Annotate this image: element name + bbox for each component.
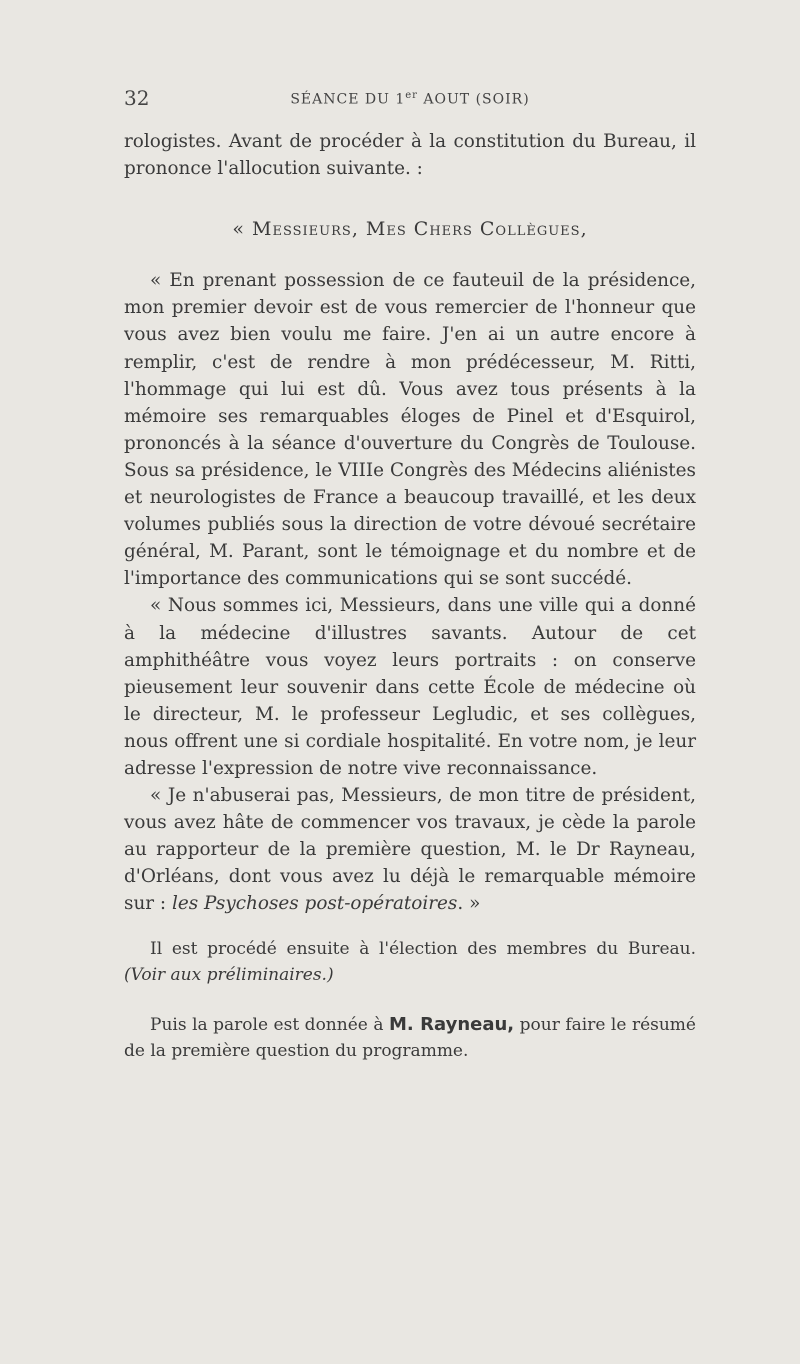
running-title-pre: SÉANCE DU 1: [290, 91, 406, 108]
speech-paragraph-3-end: . »: [457, 893, 481, 915]
speech-paragraph-3: [124, 782, 696, 917]
preliminaries-note: (Voir aux préliminaires.): [124, 964, 334, 985]
speaker-name: M. Rayneau,: [389, 1013, 515, 1035]
body-text: [124, 128, 696, 1064]
page-number: 32: [124, 86, 150, 110]
rayneau-paragraph-pre: Puis la parole est donnée à: [150, 1014, 389, 1035]
intro-paragraph: rologistes. Avant de procéder à la constitution du Bureau, il prononce l'allocution suivante. :: [124, 131, 696, 180]
running-title-post: AOUT (SOIR): [417, 91, 530, 108]
speech-paragraph-3-text: « Je n'abuserai pas, Messieurs, de mon titre de président, vous avez hâte de commencer vos travaux, je cède la parole au rapporteur de la première question, M. le Dr Rayneau, d'Orléans, dont vous avez lu déjà le remarquable mémoire sur :: [124, 785, 696, 915]
running-title-sup: er: [405, 90, 418, 101]
salutation: « Messieurs, Mes Chers Collègues,: [232, 218, 588, 241]
speech-paragraph-1: « En prenant possession de ce fauteuil de la présidence, mon premier devoir est de vous remercier de l'honneur que vous avez bien voulu me faire. J'en ai un autre encore à remplir, c'est de rendre à mon prédécesseur, M. Ritti, l'hommage qui lui est dû. Vous avez tous présents à la mémoire ses remarquables éloges de Pinel et d'Esquirol, prononcés à la séance d'ouverture du Congrès de Toulouse. Sous sa présidence, le VIIIe Congrès des Médecins aliénistes et neurologistes de France a beaucoup travaillé, et les deux volumes publiés sous la direction de votre dévoué secrétaire général, M. Parant, sont le témoignage et du nombre et de l'importance des communications qui se sont succédé.: [124, 270, 696, 590]
running-title: [124, 90, 696, 108]
bureau-election-paragraph: [124, 936, 696, 988]
bureau-election-text: Il est procédé ensuite à l'élection des membres du Bureau.: [150, 938, 696, 959]
rayneau-paragraph-post: pour faire le résumé de la première question du programme.: [124, 1014, 696, 1061]
rayneau-paragraph: [124, 1012, 696, 1064]
report-title: les Psychoses post-opératoires: [171, 893, 458, 915]
speech-paragraph-2: « Nous sommes ici, Messieurs, dans une ville qui a donné à la médecine d'illustres savants. Autour de cet amphithéâtre vous voyez leurs portraits : on conserve pieusement leur souvenir dans cette École de médecine où le directeur, M. le professeur Legludic, et ses collègues, nous offrent une si cordiale hospitalité. En votre nom, je leur adresse l'expression de notre vive reconnaissance.: [124, 595, 696, 779]
page-header: [124, 86, 696, 116]
